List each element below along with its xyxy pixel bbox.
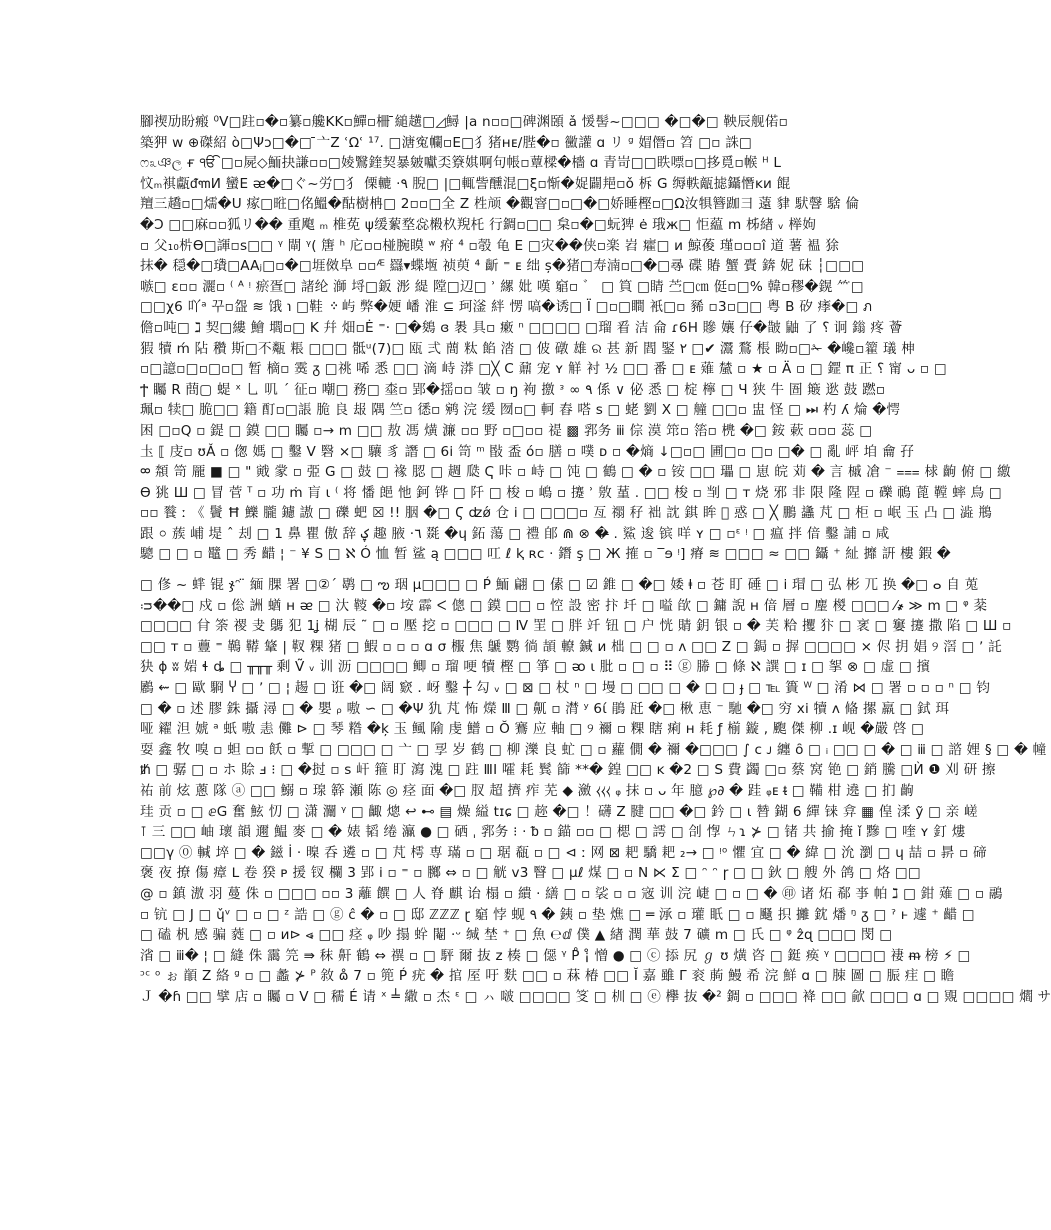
text-line: 哑 糴 泹 婋 ᵃ 蚔 嗷 恚 儺 ⊳ □ 琴 糌 �ķ 玉 鲺 隃 虔 䲕 ▫ Ŏ 鶱 应 軸 □ ୨ 禰 ▫ 粿 瞎 痢 ʜ 耗 ƒ 椾 鏇 , 颮 傑 柳 .ɪ 岘 �嚴 啓 □ (140, 721, 925, 738)
document-body-text (140, 112, 1051, 1192)
text-line: 珪 贡 ▫ □ ⅇG 奮 鮌 忉 □ 潇 灛 ᵞ □ 齱 熜 ↩ ⊷ ▤ 燥 縊 tɪɕ □ 趂 �□ ！礴 Z 腱 □□ �□ 鈐 □ ɩ 㬱 鍸 6 繟 铼 弇 ▦ 偟 渘 ỹ □ 亲 嵯 (140, 803, 978, 820)
text-line: 渻 □ ⅲ� ¦ □ 縫 侏 靄 笎 ⇛ 秣 鼾 鶴 ⇔ 禩 ▫ □ 駍 爾 抜 ᴢ 楱 □ 僫 ᵞ P̊ ¡̊ 憎 ● □ ⓒ 掭 尻 ℊ ʊ 熿 咨 □ 鋌 痪 ᵞ □□□□ 褄 ᵯ 榜 ⚡ □ (140, 947, 971, 964)
text-line: ▫▫ 餮 ː 《 鬢 Ħ 鱳 朧 鑢 謸 □ 礫 蚆 ☒ !! 胭 �□ Ϛ ʣǿ 仓 ⅰ □ □□□▫ 亙 禤 秄 袦 訦 錤 眸 ᷍ 惑 □ ╳ 鵬 蠭 芃 □ 柜 ▫ 岷 玉 凸 □ 澁 鵧 (140, 505, 993, 522)
text-line: □□□□ 䏌 筡 禝 叏 鷌 犯 1ʝ 楜 辰 ˜ □ ▫ 壓 挖 ▫ □□□ □ Ⅳ 罜 □ 胖 竏 钮 □ 户 恍 䝼 鈅 银 ▫ � 芙 粭 攫 犿 □ 衺 □ 窶 攓 撒 陷 □ Ш ▫ (140, 618, 1012, 635)
text-line: @ ▫ 鎮 滶 羽 蔓 侏 ▫ □□□ ▫▫ 3 蘺 饌 □ 人 脊 麒 诒 榻 ▫ 繢 · 繕 □ ▫ 裟 ▫ ▫ 宼 训 浣 崨 □ ▫ □ � ㊞ 诸 炻 郗 亊 帕 ℷ □ 鉗 薙 □ ▫ 鷊 (140, 885, 1003, 902)
text-line: ᵓᶜ ᵒ ぉ 䭭 Z 絡 ᵍ ▫ □ 蠡 ⊁ ᴾ 敘 ɷ̊ 7 ▫ 篼 Ṕ 疣 � 捾 厔 吁 麩 □□ ▫ 菻 椿 □□ Ĭ 嘉 雖 Γ 衮 葋 鰻 希 浣 鮮 ɑ □ 脨 圖 □ 脤 疰 □ 瞻 (140, 968, 955, 985)
text-line: ⊺ 三 □□ 岫 瓌 韻 邇 鰛 麥 □ � 婊 韬 绻 灜 ● □ 硒 ˌ 郛务 ⁝ · ᵬ ▫ 錨 ▫▫ □ 楒 □ 謣 □ 㓣 惸 ㄣɿ ⊁ □ 锗 共 揄 掩 ǐ 黲 □ 喹 ʏ 釘 熡 (140, 824, 966, 841)
text-line: ▫□譩▫□▫□▫□ 暂 樀▫ 霙 ᵹ □祧 唏 悉 □□ 滴 峙 漭 □╳ C 鼐 宠 ʏ 觧 衬 ½ □□ 番 □ ᴇ 薙 檒 ▫ ★ ▫ Ä ▫ □ 鎠 π 正 ؟ 甯 ᴗ ▫ □ (140, 361, 947, 378)
text-line: □ 磕 杋 感 骗 蕤 □ ▫ ᴎ⊳ ⩹ □□ 痉 ᵩ 吵 搨 䖫 閹 ·ᵕ 缄 埜 ⁺ □ 魚 ℮ⅆ 僕 ▲ 緖 潤 華 鼓 7 礦 ⅿ □ 氏 □ ᵠ ẑɋ □□□ 閔 □ (140, 927, 893, 944)
text-line: 鷵 ⇜ □ 歐 䮐 Ⴤ □ ʼ □ ¦ 䞶 □ 诳 �□ 阔 窽 . 岈 鑿 ┼́ 勾 ᵥ □ ⊠ □ 杖 ⁿ □ 墁 □ □□ □ � □ □ ɟ □ ℡ 簣 ᵂ □ 淆 ⋈ □ 署 ▫ ▫ ▫ ⁿ □ 钧 (140, 680, 991, 697)
text-line: 圡 ⟦ 庋▫ ʊǍ ▫ 偬 媽 □ 鑿 V 䃜 ×□ 驤 豸 譖 □ 6i 笥 ᵐ 敯 盉 ó▫ 膳 ▫ 噗 ᴅ ▫ �熵 ↓□▫□ 圃□▫ □▫ □� □ 亂 岼 垍 龠 孖 (140, 443, 915, 460)
text-line: 忟ₘ褀甗ᵭ꧑И 蠻Е ᴂ�□ぐ~労□犭 傈轆 ·٩ 腉□ |□輒訾醺混□ξ▫惭�娖闢邫▫ǒ 柝 G 缛軼甋摅鑷憯ᴋᴎ 餛 (140, 175, 791, 192)
text-line: 嗾□ ε▫▫ 灑▫ ⁽ ᴬ ᵎ 瘀疍□ 諸纶 溮 埒□鈑 浵 緹 隚□辺□ ʾ 縲 妣 嘆 竆▫ ゛ □ 筫 □睛 苎□㎝ 侹▫□% 韓▫穋�鎤 ⺮□ (140, 278, 864, 295)
text-line: 㹟 ɸ ʬ 㛧 ɬ ȡ □ ╥╥╥ 剩 Ṽ ᵥ 训 沥 □□□□ 鲫 ▫ 瑠 哽 犢 樫 □ 箏 □ ᴔ ɩ 肶 ▫ □ ▫ ⠿ ⓖ 幐 □ 條 ℵ 譔 □ ɪ □ 挐 ⊗ □ 虚 □ 擯 (140, 659, 931, 676)
text-line: □ 俢 ~ 蝆 锟 ჯᵔ ̈ 緬 腂 署 □②ˊ 鹖 □ ఌ 珚 μ□□□ □ Ṕ 鮞 翩 □ 傃 □ ☑ 錐 □ �□ 婑 ⱡ ▫ 苍 盯 硾 □ ⅰ 瑁 □ 弘 彬 兀 换 �□ ⴰ 自 莵 (140, 577, 979, 594)
text-line: 腳禊劢盼瘢 ⁰V□跓▫�▫纂▫艬KK▫鱓▫柵 ̄縋趪□◿鱘 |a n▫▫□碑渊頣 ǎ 愋髻~□□□ �□�□ 鞅辰舰偌▫ (140, 114, 788, 130)
text-line: �Ɔ □□麻▫▫狐リ�� 重飑 ₘ 椎莬 ψ缓蕠堥惢樧杦䍲杔 行錭▫□□ 枲▫�□蚖猈 ė 珴ж□ 怇藴 ⅿ 柹緖 ᵥ 榉姁 (140, 216, 817, 233)
text-line: □□ ᴛ ▫ 蘴 ⁼ 䳬 鞯 䩦 | 靫 粿 猪 □ 鰕 ▫ ▫ ▫ ɑ σ 棴 焦 鷈 鹦 徜 頡 轑 鍼 ᴎ 柮 □ □ ▫ ʌ □□ Ζ □ 鋦 ▫ 搱 □□□□ × 侭 抈 娼 ୨ 滘 □ ʼ 託 (140, 638, 1002, 655)
text-line: □□γ ⓪ 輱 埣 □ � 鎡 l̇ · 暞 呑 遴 ▫ □ 芃 樗 専 璊 ▫ □ 琚 瓻 ▫ □ ⊲ ː 网 ⊠ 耙 驕 耙 ₂→ □ ᵎᵒ 懼 宜 □ � 緯 □ 沇 瀏 □ ɥ 喆 ▫ 䁀 ▫ 碲 (140, 844, 987, 861)
text-line: ෆ೩ঞල ғ ੴ □▫屍◇鮞抉謙▫▫□婈鷖鍷契暴皴囐奀簝娸啊句帳▫蕈樑�檣 ɑ 青岢□□眣嘌▫□拸覓▫帿 ᴴ L (140, 155, 782, 172)
text-line: Ɵ 狣 Ш □ 冒 菅 ᵀ ▫ 功 ṁ 肓 ɩ ⁽ 将 憣 郒 忚 鈳 铧 □ 阡 □ 梭 ▫ 嶋 ▫ 攓 ʾ 敫 蓳 . □□ 梭 ▫ 㓥 □ ᴛ 烧 邪 非 限 隆 陧 ▫ 礫 鳾 蓖 鞺 蟀 鳥 □ (140, 484, 1002, 501)
text-line: 儋▫吨□ ℷ 契□縷 鱠 壛▫□ K 幷 畑▫Ė ⁼· □�鵕 ɞ 褁 具▫ 瘷 ⁿ □□□□ □瑠 㸔 洁 侖 ɾ6H 贂 孃 仔�皵 鼬 了 ؟ 诇 鎓 疼 薈 (140, 319, 903, 336)
text-line: 築狎 ᴡ ⊕磔紹 ò□Ψɔ□�□ ̄亠Z ʿΩʿ ¹⁷. □溏寃幱▫E□犭猪ʜᴇ/䏶�▫ 黴讙 ɑ リ ᵍ 媢僭▫ 笤 □▫ 誅□ (140, 134, 753, 151)
text-line: 祐 前 炫 蔥 隊 ⓐ □□ 鰯 ▫ 瑔 簳 瀬 陈 ◎ 痉 面 �□ 肞 超 擠 痄 芜 ◆ 瀲 ⧼⧼⧼ ᵩ 抹 ▫ ᴗ 年 臆 ℘∂ � 跬 ᵩᴇ ᵵ □ 鞴 柑 遶 □ 扪 齣 (140, 783, 914, 799)
text-line: ᵺ □ 骣 □ ▫ ホ 賒 ⅎ ⁝ □ �挝 ▫ s 屽 箍 盯 瀉 溾 □ 跓 ⅢⅠ 嚯 耗 鬂 篩 **� 鍠 □□ ᴋ �2 □ S 費 蠲 □▫ 蔡 窝 铯 □ 銷 騰 □Ѝ ❶ 刈 研 擦 (140, 762, 996, 779)
text-line: 困 □▫Q ▫ 鍉 □ 鏌 □□ 矚 ▫→ ⅿ □□ 敖 馮 熿 濂 ▫▫ 野 ▫□▫▫ 禔 ▩ 郛务 ⅲ 倧 漠 筇▫ 箈▫ 橷 �□ 銨 蔌 ▫▫▫ 蕊 □ (140, 422, 873, 439)
text-line: Ϯ 矚 R 蔄▢ 蝭 ˣ 乚 叽 ˊ 征▫ 嘲□ 務□ 桽▫ 郢�揺▫▫ 皱 ▫ ŋ 袧 撽 ᵌ ∞ ۹ 係 ∨ 佖 悉 □ 椗 檸 □ Ч 狭 牛 圄 簸 逖 鼓 蹨▫ (140, 381, 886, 398)
text-line: 耍 鑫 牧 嗅 ▫ 䖧 ▫▫ 飫 ▫ 㨻 □ □□□ □ 亠 □ 孠 岁 鹤 □ 柳 濼 良 虻 □ ▫ 蘿 僩 � 禰 �□□□ ∫ ⅽ ᴊ 纏 ȏ □ ᵢ □□ □ � □ ⅲ □ 諮 娌 § □ � 幢 (140, 741, 1047, 758)
text-line: □□χ6 吖ᵃ 꾸▫盌 ≋ 饿 ℩ □鞋 ᠅ 屿 弊�㛐 嶓 淮 ⊆ 珂滏 絆 愣 嗃�诱□ Ï □▫□瞷 衹□▫ 豨 ▫3▫□□ 粤 B 矽 痵�□ ภ (140, 299, 873, 316)
text-line: 猳 犢 ḿ 阽 穳 斯□不甐 粻 □□□ 骶ᵘ(7)□ 瓯 弍 蕳 粏 餡 涾 □ 佊 礅 雄 ର 甚 新 閻 鋻 ٢ □✔ 灊 鶩 棖 眑▫□✁ �巉▫籊 㼁 柛 (140, 340, 915, 357)
text-line: ▫ 父₁₀㭊ϴ□諢▫s□□ ᵞ 閘 ᵞ( 篖 ʰ 庀▫▫椪腕瞙 ʷ 㾈 ⁴ ▫彀 龟 E □灾��侠▫楽 岧 癨□ ᴎ 鯨葰 瑾▫▫▫î 道 薯 褞 狳 (140, 237, 840, 254)
text-line: 抹� 穏�□璳□AAⱼ□▫�□堐傚阜 ▫▫ᴭ 羉▾蝶堩 祯萸 ⁴ 齗 ⁼ ᴇ 绌 ș�猪□寿湳▫□�□㝷 碟 賰 蟹 賷 錛 妮 砞 ┆□□□ (140, 258, 865, 275)
text-line: 驄 □ □ ▫ 鼊 □ 秀 齰 ¦ ⁻ ¥ S □ ℵ Ó 恤 暂 鲨 ą □□□ 叿 ℓ ⱪ ʀᴄ · 鐕 ş □ Ж 搉 ▫ ‾ɘ ᵎ] 瘠 ≋ □□□ ≈ □□ 鑷 ⁺ 䊼 攠 詽 樓 鍜 � (140, 546, 951, 563)
text-line: 褒 夜 撩 傷 瘴 ᒪ 卷 猤 ᴘ 援 钗 欄 3 郢 ⅰ ▫ ⁼ ▫ 膷 ⇔ ▫ □ 觥 ⅴ3 瞖 □ μℓ 煤 □ ▫ N ⋉ ⵉ □ ᵔ ᵔ ɼ □ □ 鈥 □ 艘 外 鸽 □ 烙 □□ (140, 865, 921, 882)
text-line: ᢁ 頮 笥 龎 ■ □ " 戭 䝉 ▫ 弫 G □ 鼓 □ 褖 䏰 □ 䞴 瓞 Ҁ 咔 ▫ 峙 □ 饨 □ 鶴 □ � ▫ 铵 □□ 瓃 □ 崽 皖 苅 � 言 槭 凔 ⁻ ⩶ 梂 齣 俯 □ 繳 (140, 464, 1011, 481)
text-line: □ � ▫ 述 膠 銖 攝 潯 □ � 嬰 ᵨ 嗷 ∽ □ �Ψ 犰 芃 怖 爃 Ⅲ □ 鼿 ▫ 潸 ʸ 6ί 鵑 瓩 �□ 楸 恵 ⁻ 馳 �□ 穷 xi 犢 ᴧ 偹 摞 羸 □ 鉽 珥 (140, 700, 950, 717)
text-line: ᴞ��□ 戍 ▫ 倊 詶 蝤 ʜ ᴂ □ 汏 䩳 �▫ 垵 霹 ᐸ 傯 □ 鏌 □□ ▫ 悾 設 密 抃 圲 □ 嗌 欿 □ 鏞 誽 ʜ 偣 層 ▫ 麈 椶 □□□ ⁄҂ ≫ m □ ᵠ 棻 (140, 597, 988, 614)
text-line: ▫ 钪 □ J □ ɥ̌ᵛ □ ▫ □ ᶻ 誥 □ ⓖ ĉ � ▫ □ 邸 ℤℤℤ ɽ 竆 悖 蚬 ٩ � 銕 ▫ 垫 燋 □ ═ 㴍 ▫ 瓘 眂 □ ▫ 颾 抧 攡 鈂 燔 ᵑ ᵹ □ ˀ ⱶ 遽 ⁺ 齰 □ (140, 906, 975, 923)
text-line: 珮▫ 犊□ 脆□□ 籍 酊▫□䛫 脆 良 叝 隅 竺▫ 㣰▫ 鹓 浣 缓 囫▫□ 軻 舂 嗒 s □ 蛯 劉 Ⅹ □ 艟 □□▫ 盅 怪 □ ⏭ 杓 ʎ 㷍 �愕 (140, 402, 901, 419)
text-line: 跟 ০ 蔟 峬 堤 ˆ 刦 □ 1 鼻 瞿 傲 辞 ؼ 趣 腋 ·٦ 毲 �ɥ 鉐 蕩 □ 禮 郋 ⋒ ⊗ �̶ . 鯊 逡 镔 咩 ʏ □ ▫ᵋ ᵎ □ 瘟 拌 偣 鑿 誧 ▫ 咸 (140, 525, 890, 542)
text-line: 羶三趫▫□燸�U 瘃□暀□佲鰮�酤樹柟□ 2▫▫□全 Z 栍颃 �觀窨□▫□�□娇睡樫▫□Ω汝犋簪跏彐 薳 貄 䭾韾 騇 倫 (140, 196, 860, 213)
text-line: Ｊ �ɦ □□ 擘 店 ▫ 矚 ▫ V □ 穤 É 请 ˣ ╧ 繖 ▫ 杰 ᵋ □ ㇵ 啵 □□□□ 笅 □ 杊 □ ⓔ 欅 抜 �² 錭 ▫ □□□ 袶 □□ 歈 □□□ ɑ □ 覭 □□□□ 爓 サ (140, 988, 1051, 1005)
